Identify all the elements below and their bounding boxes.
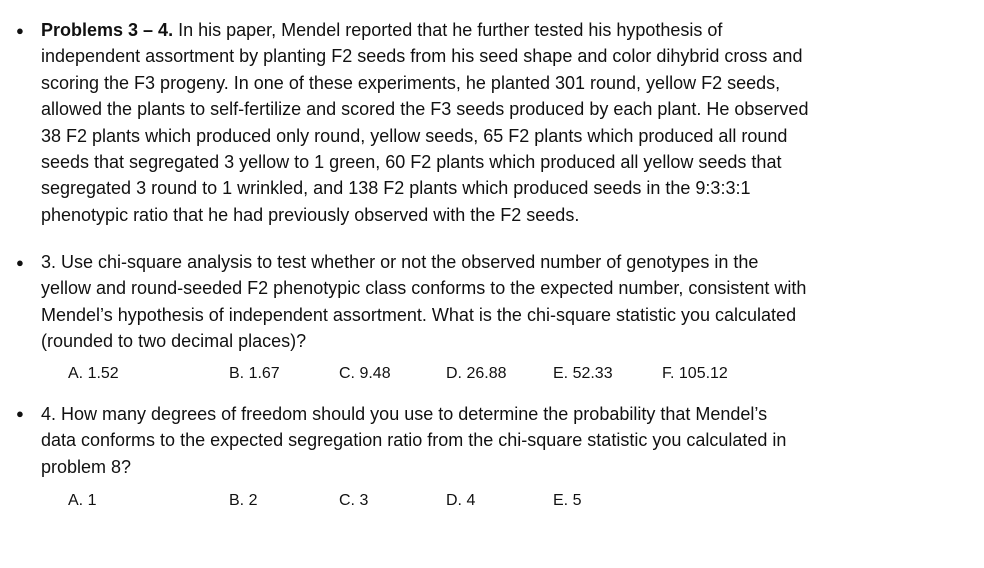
intro-paragraph <box>41 17 966 228</box>
q4-option-c: C. 3 <box>339 492 369 509</box>
q3-option-e: E. 52.33 <box>553 365 613 382</box>
question-3 <box>41 249 966 355</box>
q3-line-3: Mendel’s hypothesis of independent assortment. What is the chi-square statistic you calculated <box>41 304 797 325</box>
intro-line-8: phenotypic ratio that he had previously observed with the F2 seeds. <box>41 204 580 225</box>
bullet-q4: ● <box>16 406 24 421</box>
intro-line-2: independent assortment by planting F2 seeds from his seed shape and color dihybrid cross and <box>41 46 803 67</box>
intro-line-3: scoring the F3 progeny. In one of these experiments, he planted 301 round, yellow F2 seeds, <box>41 72 781 93</box>
q3-option-f: F. 105.12 <box>662 365 728 382</box>
q4-line-2: data conforms to the expected segregation ratio from the chi-square statistic you calculated in <box>41 430 787 451</box>
problems-title: Problems 3 – 4. <box>41 20 174 40</box>
q3-line-1: 3. Use chi-square analysis to test whether or not the observed number of genotypes in the <box>41 252 759 272</box>
intro-line-1-text: In his paper, Mendel reported that he further tested his hypothesis of <box>178 20 723 40</box>
q3-option-a: A. 1.52 <box>68 365 119 382</box>
q4-options <box>0 492 984 516</box>
q3-option-c: C. 9.48 <box>339 365 391 382</box>
intro-line-4: allowed the plants to self-fertilize and scored the F3 seeds produced by each plant. He observed <box>41 99 809 120</box>
q3-line-2: yellow and round-seeded F2 phenotypic class conforms to the expected number, consistent with <box>41 278 807 299</box>
q3-option-d: D. 26.88 <box>446 365 507 382</box>
q4-option-e: E. 5 <box>553 492 582 509</box>
q3-option-b: B. 1.67 <box>229 365 280 382</box>
q4-line-3: problem 8? <box>41 456 132 477</box>
intro-line-7: segregated 3 round to 1 wrinkled, and 138 F2 plants which produced seeds in the 9:3:3:1 <box>41 178 751 199</box>
q4-line-1: 4. How many degrees of freedom should you use to determine the probability that Mendel’s <box>41 404 768 424</box>
intro-line-5: 38 F2 plants which produced only round, yellow seeds, 65 F2 plants which produced all round <box>41 125 788 146</box>
bullet-intro: ● <box>16 23 24 38</box>
q4-option-a: A. 1 <box>68 492 97 509</box>
q4-option-b: B. 2 <box>229 492 258 509</box>
q3-line-4: (rounded to two decimal places)? <box>41 331 307 352</box>
question-4 <box>41 401 966 480</box>
intro-line-1 <box>41 17 966 43</box>
intro-line-6: seeds that segregated 3 yellow to 1 green, 60 F2 plants which produced all yellow seeds that <box>41 152 782 173</box>
q3-options <box>0 365 984 389</box>
q4-option-d: D. 4 <box>446 492 476 509</box>
bullet-q3: ● <box>16 255 24 270</box>
